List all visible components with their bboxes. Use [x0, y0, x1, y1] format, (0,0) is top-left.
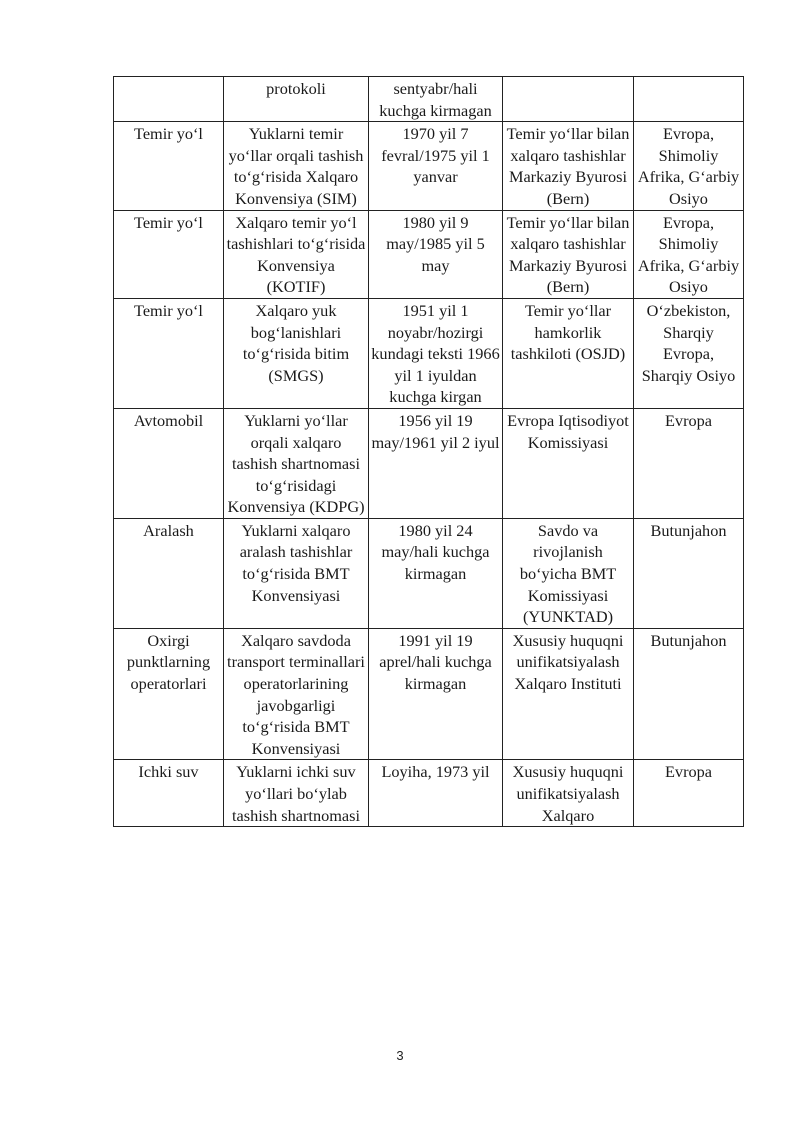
- table-body: [114, 77, 744, 827]
- cell-date-status: sentyabr/hali kuchga kirmagan: [369, 77, 503, 122]
- cell-date-status: Loyiha, 1973 yil: [369, 760, 503, 827]
- cell-organization: Xususiy huquqni unifikatsiyalash Xalqaro: [503, 760, 634, 827]
- table-row: [114, 760, 744, 827]
- cell-convention-name: Xalqaro yuk bog‘lanishlari to‘g‘risida bitim (SMGS): [224, 298, 369, 408]
- cell-transport-type: Temir yo‘l: [114, 210, 224, 298]
- cell-transport-type: Temir yo‘l: [114, 298, 224, 408]
- cell-date-status: 1991 yil 19 aprel/hali kuchga kirmagan: [369, 628, 503, 760]
- page-number: 3: [396, 1048, 404, 1063]
- table-row: [114, 210, 744, 298]
- table-row: [114, 298, 744, 408]
- table-row: [114, 408, 744, 518]
- cell-convention-name: Yuklarni ichki suv yo‘llari bo‘ylab tashish shartnomasi: [224, 760, 369, 827]
- cell-region: Butunjahon: [634, 518, 744, 628]
- cell-organization: Temir yo‘llar bilan xalqaro tashishlar Markaziy Byurosi (Bern): [503, 210, 634, 298]
- cell-region: Evropa: [634, 408, 744, 518]
- cell-organization: Temir yo‘llar bilan xalqaro tashishlar Markaziy Byurosi (Bern): [503, 122, 634, 210]
- cell-convention-name: Yuklarni temir yo‘llar orqali tashish to‘g‘risida Xalqaro Konvensiya (SIM): [224, 122, 369, 210]
- table-row: [114, 77, 744, 122]
- cell-date-status: 1980 yil 9 may/1985 yil 5 may: [369, 210, 503, 298]
- cell-organization: Evropa Iqtisodiyot Komissiyasi: [503, 408, 634, 518]
- table-row: [114, 628, 744, 760]
- cell-transport-type: Avtomobil: [114, 408, 224, 518]
- conventions-table: [113, 76, 744, 827]
- table-row: [114, 518, 744, 628]
- cell-transport-type: Oxirgi punktlarning operatorlari: [114, 628, 224, 760]
- cell-region: O‘zbekiston, Sharqiy Evropa, Sharqiy Osiyo: [634, 298, 744, 408]
- cell-convention-name: Xalqaro temir yo‘l tashishlari to‘g‘risida Konvensiya (KOTIF): [224, 210, 369, 298]
- cell-convention-name: protokoli: [224, 77, 369, 122]
- cell-transport-type: Aralash: [114, 518, 224, 628]
- cell-region: Evropa: [634, 760, 744, 827]
- cell-region: Evropa, Shimoliy Afrika, G‘arbiy Osiyo: [634, 122, 744, 210]
- cell-date-status: 1970 yil 7 fevral/1975 yil 1 yanvar: [369, 122, 503, 210]
- cell-transport-type: [114, 77, 224, 122]
- cell-organization: Xususiy huquqni unifikatsiyalash Xalqaro Instituti: [503, 628, 634, 760]
- table-row: [114, 122, 744, 210]
- cell-region: [634, 77, 744, 122]
- cell-transport-type: Temir yo‘l: [114, 122, 224, 210]
- cell-organization: Temir yo‘llar hamkorlik tashkiloti (OSJD): [503, 298, 634, 408]
- cell-region: Butunjahon: [634, 628, 744, 760]
- cell-date-status: 1980 yil 24 may/hali kuchga kirmagan: [369, 518, 503, 628]
- cell-organization: Savdo va rivojlanish bo‘yicha BMT Komissiyasi (YUNKTAD): [503, 518, 634, 628]
- cell-date-status: 1956 yil 19 may/1961 yil 2 iyul: [369, 408, 503, 518]
- cell-organization: [503, 77, 634, 122]
- cell-convention-name: Xalqaro savdoda transport terminallari operatorlarining javobgarligi to‘g‘risida BMT Konvensiyasi: [224, 628, 369, 760]
- cell-convention-name: Yuklarni xalqaro aralash tashishlar to‘g‘risida BMT Konvensiyasi: [224, 518, 369, 628]
- cell-convention-name: Yuklarni yo‘llar orqali xalqaro tashish shartnomasi to‘g‘risidagi Konvensiya (KDPG): [224, 408, 369, 518]
- cell-region: Evropa, Shimoliy Afrika, G‘arbiy Osiyo: [634, 210, 744, 298]
- cell-transport-type: Ichki suv: [114, 760, 224, 827]
- cell-date-status: 1951 yil 1 noyabr/hozirgi kundagi teksti 1966 yil 1 iyuldan kuchga kirgan: [369, 298, 503, 408]
